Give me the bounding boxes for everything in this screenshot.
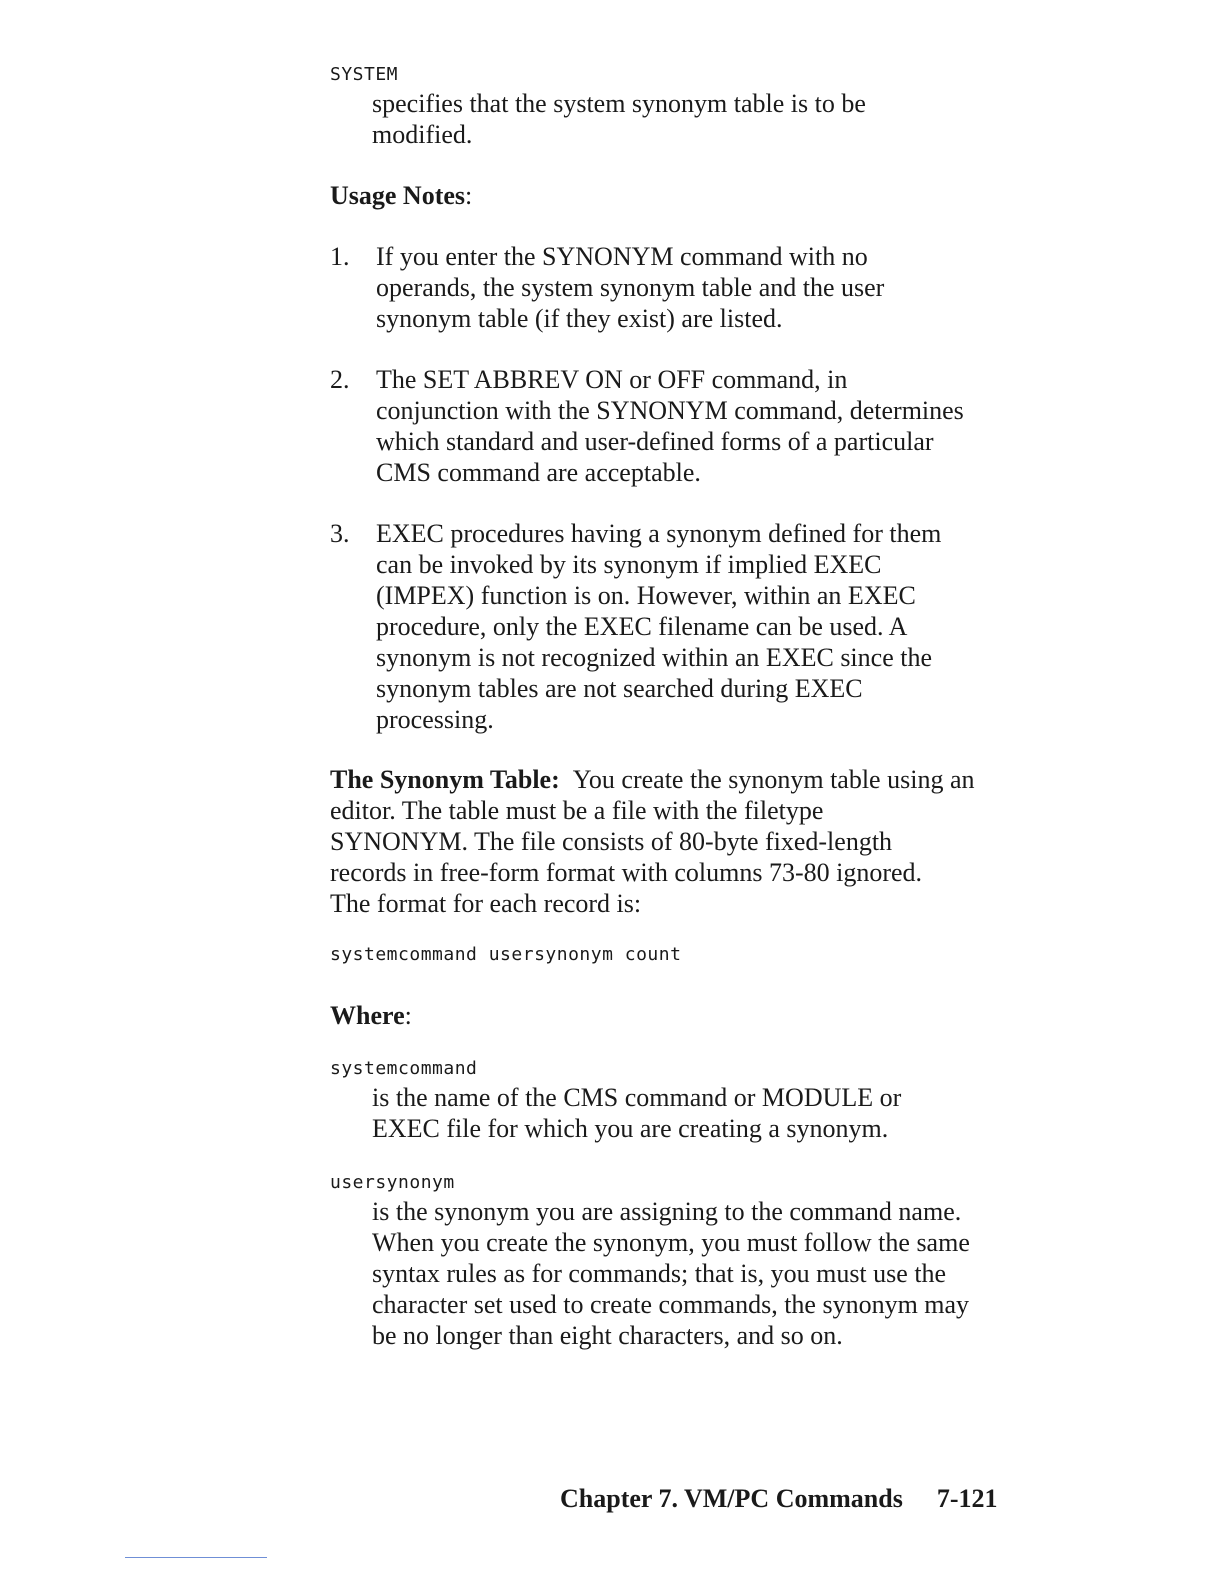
note-number: 2. — [330, 365, 350, 394]
text-line: is the synonym you are assigning to the command name. — [372, 1197, 962, 1226]
usage-note-2 — [376, 364, 964, 488]
text-line: which standard and user-defined forms of a particular — [376, 427, 934, 456]
text-line: operands, the system synonym table and the user — [376, 273, 885, 302]
text-line: synonym is not recognized within an EXEC since the — [376, 643, 933, 672]
text-line: The format for each record is: — [330, 889, 642, 918]
synonym-table-intro: You create the synonym table using an — [572, 765, 975, 794]
bottom-rule — [125, 1557, 267, 1558]
text-line: editor. The table must be a file with the filetype — [330, 796, 824, 825]
usage-notes-heading-text: Usage Notes — [330, 181, 466, 210]
text-line: modified. — [372, 120, 473, 149]
usage-notes-heading-colon: : — [465, 181, 473, 210]
text-line: is the name of the CMS command or MODULE or — [372, 1083, 902, 1112]
text-line: SYNONYM. The file consists of 80-byte fixed-length — [330, 827, 893, 856]
operand-system-description — [372, 88, 866, 150]
text-line: conjunction with the SYNONYM command, determines — [376, 396, 964, 425]
record-format-line: systemcommand usersynonym count — [330, 944, 682, 965]
operand-term-system: SYSTEM — [330, 64, 399, 85]
where-heading — [330, 1000, 412, 1031]
text-line: synonym tables are not searched during EXEC — [376, 674, 863, 703]
synonym-table-section — [330, 764, 974, 919]
footer-chapter-title: Chapter 7. VM/PC Commands — [560, 1484, 903, 1513]
page-footer — [560, 1484, 998, 1514]
text-line: character set used to create commands, the synonym may — [372, 1290, 970, 1319]
text-line: processing. — [376, 705, 494, 734]
text-line — [330, 764, 974, 795]
note-number: 1. — [330, 242, 350, 271]
definition-usersynonym — [372, 1196, 970, 1351]
footer-page-number: 7-121 — [936, 1484, 998, 1513]
where-heading-text: Where — [330, 1001, 405, 1030]
text-line: procedure, only the EXEC filename can be used. A — [376, 612, 908, 641]
text-line: When you create the synonym, you must follow the same — [372, 1228, 970, 1257]
definition-term-systemcommand: systemcommand — [330, 1058, 478, 1079]
usage-notes-heading — [330, 180, 472, 211]
text-line: syntax rules as for commands; that is, you must use the — [372, 1259, 947, 1288]
text-line: be no longer than eight characters, and so on. — [372, 1321, 843, 1350]
text-line: The SET ABBREV ON or OFF command, in — [376, 365, 848, 394]
usage-note-3 — [376, 518, 941, 735]
where-heading-colon: : — [404, 1001, 412, 1030]
note-number: 3. — [330, 519, 350, 548]
definition-systemcommand — [372, 1082, 901, 1144]
text-line: synonym table (if they exist) are listed. — [376, 304, 783, 333]
text-line: can be invoked by its synonym if implied EXEC — [376, 550, 882, 579]
text-line: (IMPEX) function is on. However, within an EXEC — [376, 581, 916, 610]
text-line: If you enter the SYNONYM command with no — [376, 242, 868, 271]
usage-note-1 — [376, 241, 884, 334]
text-line: specifies that the system synonym table is to be — [372, 89, 866, 118]
text-line: EXEC file for which you are creating a synonym. — [372, 1114, 889, 1143]
definition-term-usersynonym: usersynonym — [330, 1172, 455, 1193]
text-line: EXEC procedures having a synonym defined for them — [376, 519, 942, 548]
text-line: records in free-form format with columns 73-80 ignored. — [330, 858, 923, 887]
synonym-table-heading: The Synonym Table: — [330, 765, 560, 794]
text-line: CMS command are acceptable. — [376, 458, 701, 487]
